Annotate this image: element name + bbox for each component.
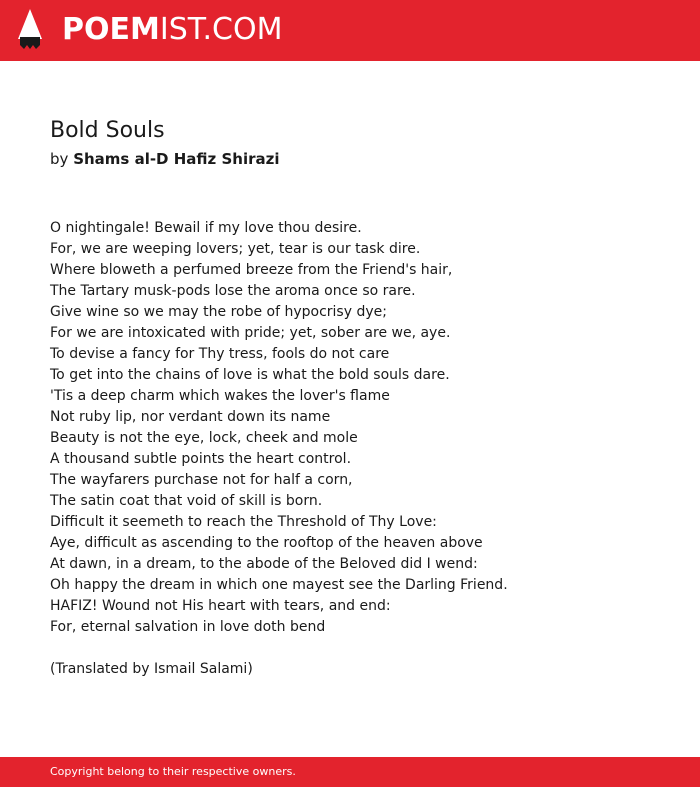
poem-line: Where bloweth a perfumed breeze from the Friend's hair, bbox=[50, 262, 453, 278]
poem-line: Beauty is not the eye, lock, cheek and mole bbox=[50, 430, 358, 446]
translation-note: (Translated by Ismail Salami) bbox=[50, 661, 253, 677]
poem-author: Shams al-D Hafiz Shirazi bbox=[73, 150, 280, 168]
poem-line: For, we are weeping lovers; yet, tear is our task dire. bbox=[50, 241, 421, 257]
poem-line: HAFIZ! Wound not His heart with tears, and end: bbox=[50, 598, 391, 614]
site-footer bbox=[0, 757, 700, 787]
by-label: by bbox=[50, 150, 69, 168]
poem-line: Difficult it seemeth to reach the Threshold of Thy Love: bbox=[50, 514, 437, 530]
logo-light-text: IST.COM bbox=[159, 12, 283, 47]
poem-content bbox=[50, 114, 670, 680]
poem-line: At dawn, in a dream, to the abode of the Beloved did I wend: bbox=[50, 556, 478, 572]
pencil-icon[interactable] bbox=[18, 9, 42, 51]
poem-line: For, eternal salvation in love doth bend bbox=[50, 619, 326, 635]
poem-line: A thousand subtle points the heart control. bbox=[50, 451, 352, 467]
poem-body bbox=[50, 218, 670, 638]
poem-byline bbox=[50, 148, 670, 170]
poem-line: To get into the chains of love is what the bold souls dare. bbox=[50, 367, 450, 383]
copyright-text: Copyright belong to their respective owners. bbox=[50, 765, 296, 778]
poem-line: Give wine so we may the robe of hypocrisy dye; bbox=[50, 304, 387, 320]
poem-line: The wayfarers purchase not for half a corn, bbox=[50, 472, 353, 488]
poem-line: Aye, difficult as ascending to the rooftop of the heaven above bbox=[50, 535, 483, 551]
site-logo[interactable] bbox=[62, 11, 282, 49]
poem-line: The satin coat that void of skill is born. bbox=[50, 493, 323, 509]
site-header bbox=[0, 0, 700, 61]
poem-line: To devise a fancy for Thy tress, fools do not care bbox=[50, 346, 390, 362]
poem-line: Not ruby lip, nor verdant down its name bbox=[50, 409, 331, 425]
logo-bold-text: POEM bbox=[62, 12, 160, 47]
poem-line: For we are intoxicated with pride; yet, sober are we, aye. bbox=[50, 325, 451, 341]
poem-line: O nightingale! Bewail if my love thou desire. bbox=[50, 220, 362, 236]
poem-line: Oh happy the dream in which one mayest see the Darling Friend. bbox=[50, 577, 508, 593]
poem-title: Bold Souls bbox=[50, 118, 165, 143]
poem-line: The Tartary musk-pods lose the aroma once so rare. bbox=[50, 283, 416, 299]
poem-line: 'Tis a deep charm which wakes the lover's flame bbox=[50, 388, 390, 404]
